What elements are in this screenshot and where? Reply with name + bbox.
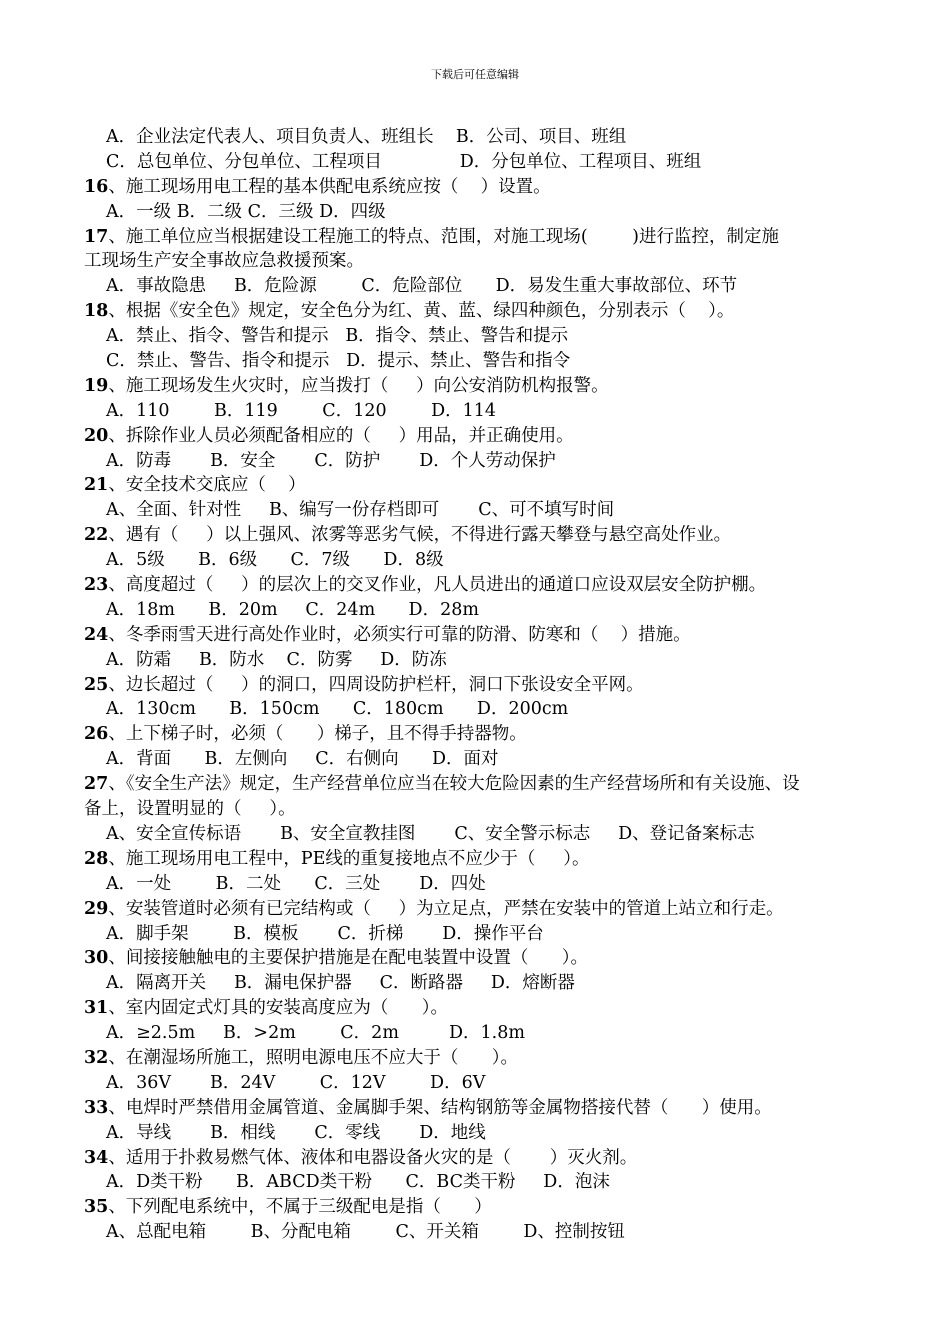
question-text: 、拆除作业人员必须配备相应的（ ）用品，并正确使用。 bbox=[108, 425, 574, 446]
question-line bbox=[84, 1195, 884, 1220]
question-number: 28 bbox=[84, 848, 109, 869]
question-number: 25 bbox=[84, 674, 109, 695]
question-text: 、施工现场用电工程中，PE线的重复接地点不应少于（ ）。 bbox=[108, 848, 590, 869]
question-line bbox=[84, 299, 884, 324]
question-line bbox=[84, 1046, 884, 1071]
question-text: 、《安全生产法》规定，生产经营单位应当在较大危险因素的生产经营场所和有关设施、设 bbox=[108, 774, 800, 795]
answer-options: A．防毒 B．安全 C．防护 D．个人劳动保护 bbox=[106, 450, 556, 471]
question-line bbox=[84, 996, 884, 1021]
question-text: 、下列配电系统中，不属于三级配电是指（ ） bbox=[108, 1197, 492, 1218]
question-text: 、上下梯子时，必须（ ）梯子，且不得手持器物。 bbox=[108, 724, 527, 745]
answer-options: A．36V B．24V C．12V D．6V bbox=[106, 1072, 486, 1093]
question-line bbox=[84, 225, 884, 250]
answer-options: A．130cm B．150cm C．180cm D．200cm bbox=[106, 699, 569, 720]
question-line bbox=[84, 623, 884, 648]
answer-options: A．禁止、指令、警告和提示 B．指令、禁止、警告和提示 bbox=[106, 326, 569, 347]
question-text: 、在潮湿场所施工，照明电源电压不应大于（ ）。 bbox=[108, 1047, 518, 1068]
question-line bbox=[84, 374, 884, 399]
answer-options: A、全面、针对性 B、编写一份存档即可 C、可不填写时间 bbox=[106, 500, 615, 521]
question-text: 、遇有（ ）以上强风、浓雾等恶劣气候，不得进行露天攀登与悬空高处作业。 bbox=[108, 525, 732, 546]
question-line bbox=[84, 673, 884, 698]
question-number: 31 bbox=[84, 998, 109, 1019]
answer-options: A．防霜 B．防水 C．防雾 D．防冻 bbox=[106, 649, 447, 670]
question-line bbox=[84, 897, 884, 922]
question-line bbox=[84, 722, 884, 747]
answer-options: A．脚手架 B．模板 C．折梯 D．操作平台 bbox=[106, 923, 544, 944]
question-number: 16 bbox=[84, 176, 109, 197]
answer-options: A．事故隐患 B．危险源 C．危险部位 D．易发生重大事故部位、环节 bbox=[106, 276, 738, 297]
question-number: 20 bbox=[84, 425, 109, 446]
answer-options: A．18m B．20m C．24m D．28m bbox=[106, 599, 479, 620]
question-text: 、根据《安全色》规定，安全色分为红、黄、蓝、绿四种颜色，分别表示（ ）。 bbox=[108, 301, 735, 322]
question-number: 26 bbox=[84, 724, 109, 745]
question-number: 30 bbox=[84, 948, 109, 969]
question-number: 17 bbox=[84, 226, 109, 247]
question-number: 21 bbox=[84, 475, 109, 496]
question-text: 、施工现场用电工程的基本供配电系统应按（ ）设置。 bbox=[108, 176, 551, 197]
question-text: 、室内固定式灯具的安装高度应为（ ）。 bbox=[108, 998, 448, 1019]
answer-options: A．导线 B．相线 C．零线 D．地线 bbox=[106, 1122, 486, 1143]
question-text: 、安装管道时必须有已完结构或（ ）为立足点，严禁在安装中的管道上站立和行走。 bbox=[108, 898, 784, 919]
answer-options: A．≥2.5m B．>2m C．2m D．1.8m bbox=[106, 1023, 525, 1044]
answer-options: A、总配电箱 B、分配电箱 C、开关箱 D、控制按钮 bbox=[106, 1222, 625, 1243]
question-text: 、间接接触触电的主要保护措施是在配电装置中设置（ ）。 bbox=[108, 948, 588, 969]
question-continuation: 工现场生产安全事故应急救援预案。 bbox=[84, 251, 364, 272]
answer-options: A．一处 B．二处 C．三处 D．四处 bbox=[106, 873, 486, 894]
answer-options: A．5级 B．6级 C．7级 D．8级 bbox=[106, 550, 444, 571]
question-number: 22 bbox=[84, 525, 109, 546]
question-line bbox=[84, 473, 884, 498]
question-line bbox=[84, 772, 884, 797]
question-number: 33 bbox=[84, 1097, 109, 1118]
question-number: 27 bbox=[84, 774, 109, 795]
question-continuation: 备上，设置明显的（ ）。 bbox=[84, 799, 296, 820]
question-text: 、边长超过（ ）的洞口，四周设防护栏杆，洞口下张设安全平网。 bbox=[108, 674, 644, 695]
page-header: 下载后可任意编辑 bbox=[431, 68, 519, 81]
question-text: 、施工单位应当根据建设工程施工的特点、范围，对施工现场( )进行监控，制定施 bbox=[108, 226, 780, 247]
question-number: 32 bbox=[84, 1047, 109, 1068]
answer-options: C．总包单位、分包单位、工程项目 D．分包单位、工程项目、班组 bbox=[106, 151, 702, 172]
answer-options: A．一级 B．二级 C．三级 D．四级 bbox=[106, 201, 386, 222]
question-line bbox=[84, 424, 884, 449]
question-number: 18 bbox=[84, 301, 109, 322]
question-line bbox=[84, 523, 884, 548]
question-number: 19 bbox=[84, 375, 109, 396]
question-number: 23 bbox=[84, 575, 109, 596]
answer-options: A．110 B．119 C．120 D．114 bbox=[106, 400, 497, 421]
question-number: 29 bbox=[84, 898, 109, 919]
answer-options: A．隔离开关 B．漏电保护器 C．断路器 D．熔断器 bbox=[106, 973, 575, 994]
answer-options: A、安全宣传标语 B、安全宣教挂图 C、安全警示标志 D、登记备案标志 bbox=[106, 823, 755, 844]
answer-options: A．D类干粉 B．ABCD类干粉 C．BC类干粉 D．泡沫 bbox=[106, 1172, 610, 1193]
question-text: 、冬季雨雪天进行高处作业时，必须实行可靠的防滑、防寒和（ ）措施。 bbox=[108, 624, 691, 645]
question-number: 34 bbox=[84, 1147, 109, 1168]
question-text: 、高度超过（ ）的层次上的交叉作业，凡人员进出的通道口应设双层安全防护棚。 bbox=[108, 575, 767, 596]
question-text: 、安全技术交底应（ ） bbox=[108, 475, 306, 496]
question-number: 24 bbox=[84, 624, 109, 645]
question-line bbox=[84, 847, 884, 872]
question-line bbox=[84, 1096, 884, 1121]
question-text: 、施工现场发生火灾时，应当拨打（ ）向公安消防机构报警。 bbox=[108, 375, 609, 396]
question-text: 、电焊时严禁借用金属管道、金属脚手架、结构钢筋等金属物搭接代替（ ）使用。 bbox=[108, 1097, 772, 1118]
question-line bbox=[84, 1146, 884, 1171]
answer-options: C．禁止、警告、指令和提示 D．提示、禁止、警告和指令 bbox=[106, 351, 571, 372]
question-line bbox=[84, 175, 884, 200]
answer-options: A．企业法定代表人、项目负责人、班组长 B．公司、项目、班组 bbox=[106, 127, 627, 147]
question-list bbox=[84, 125, 884, 1245]
question-number: 35 bbox=[84, 1197, 109, 1218]
answer-options: A．背面 B．左侧向 C．右侧向 D．面对 bbox=[106, 749, 499, 770]
question-line bbox=[84, 573, 884, 598]
question-line bbox=[84, 946, 884, 971]
question-text: 、适用于扑救易燃气体、液体和电器设备火灾的是（ ）灭火剂。 bbox=[108, 1147, 638, 1168]
